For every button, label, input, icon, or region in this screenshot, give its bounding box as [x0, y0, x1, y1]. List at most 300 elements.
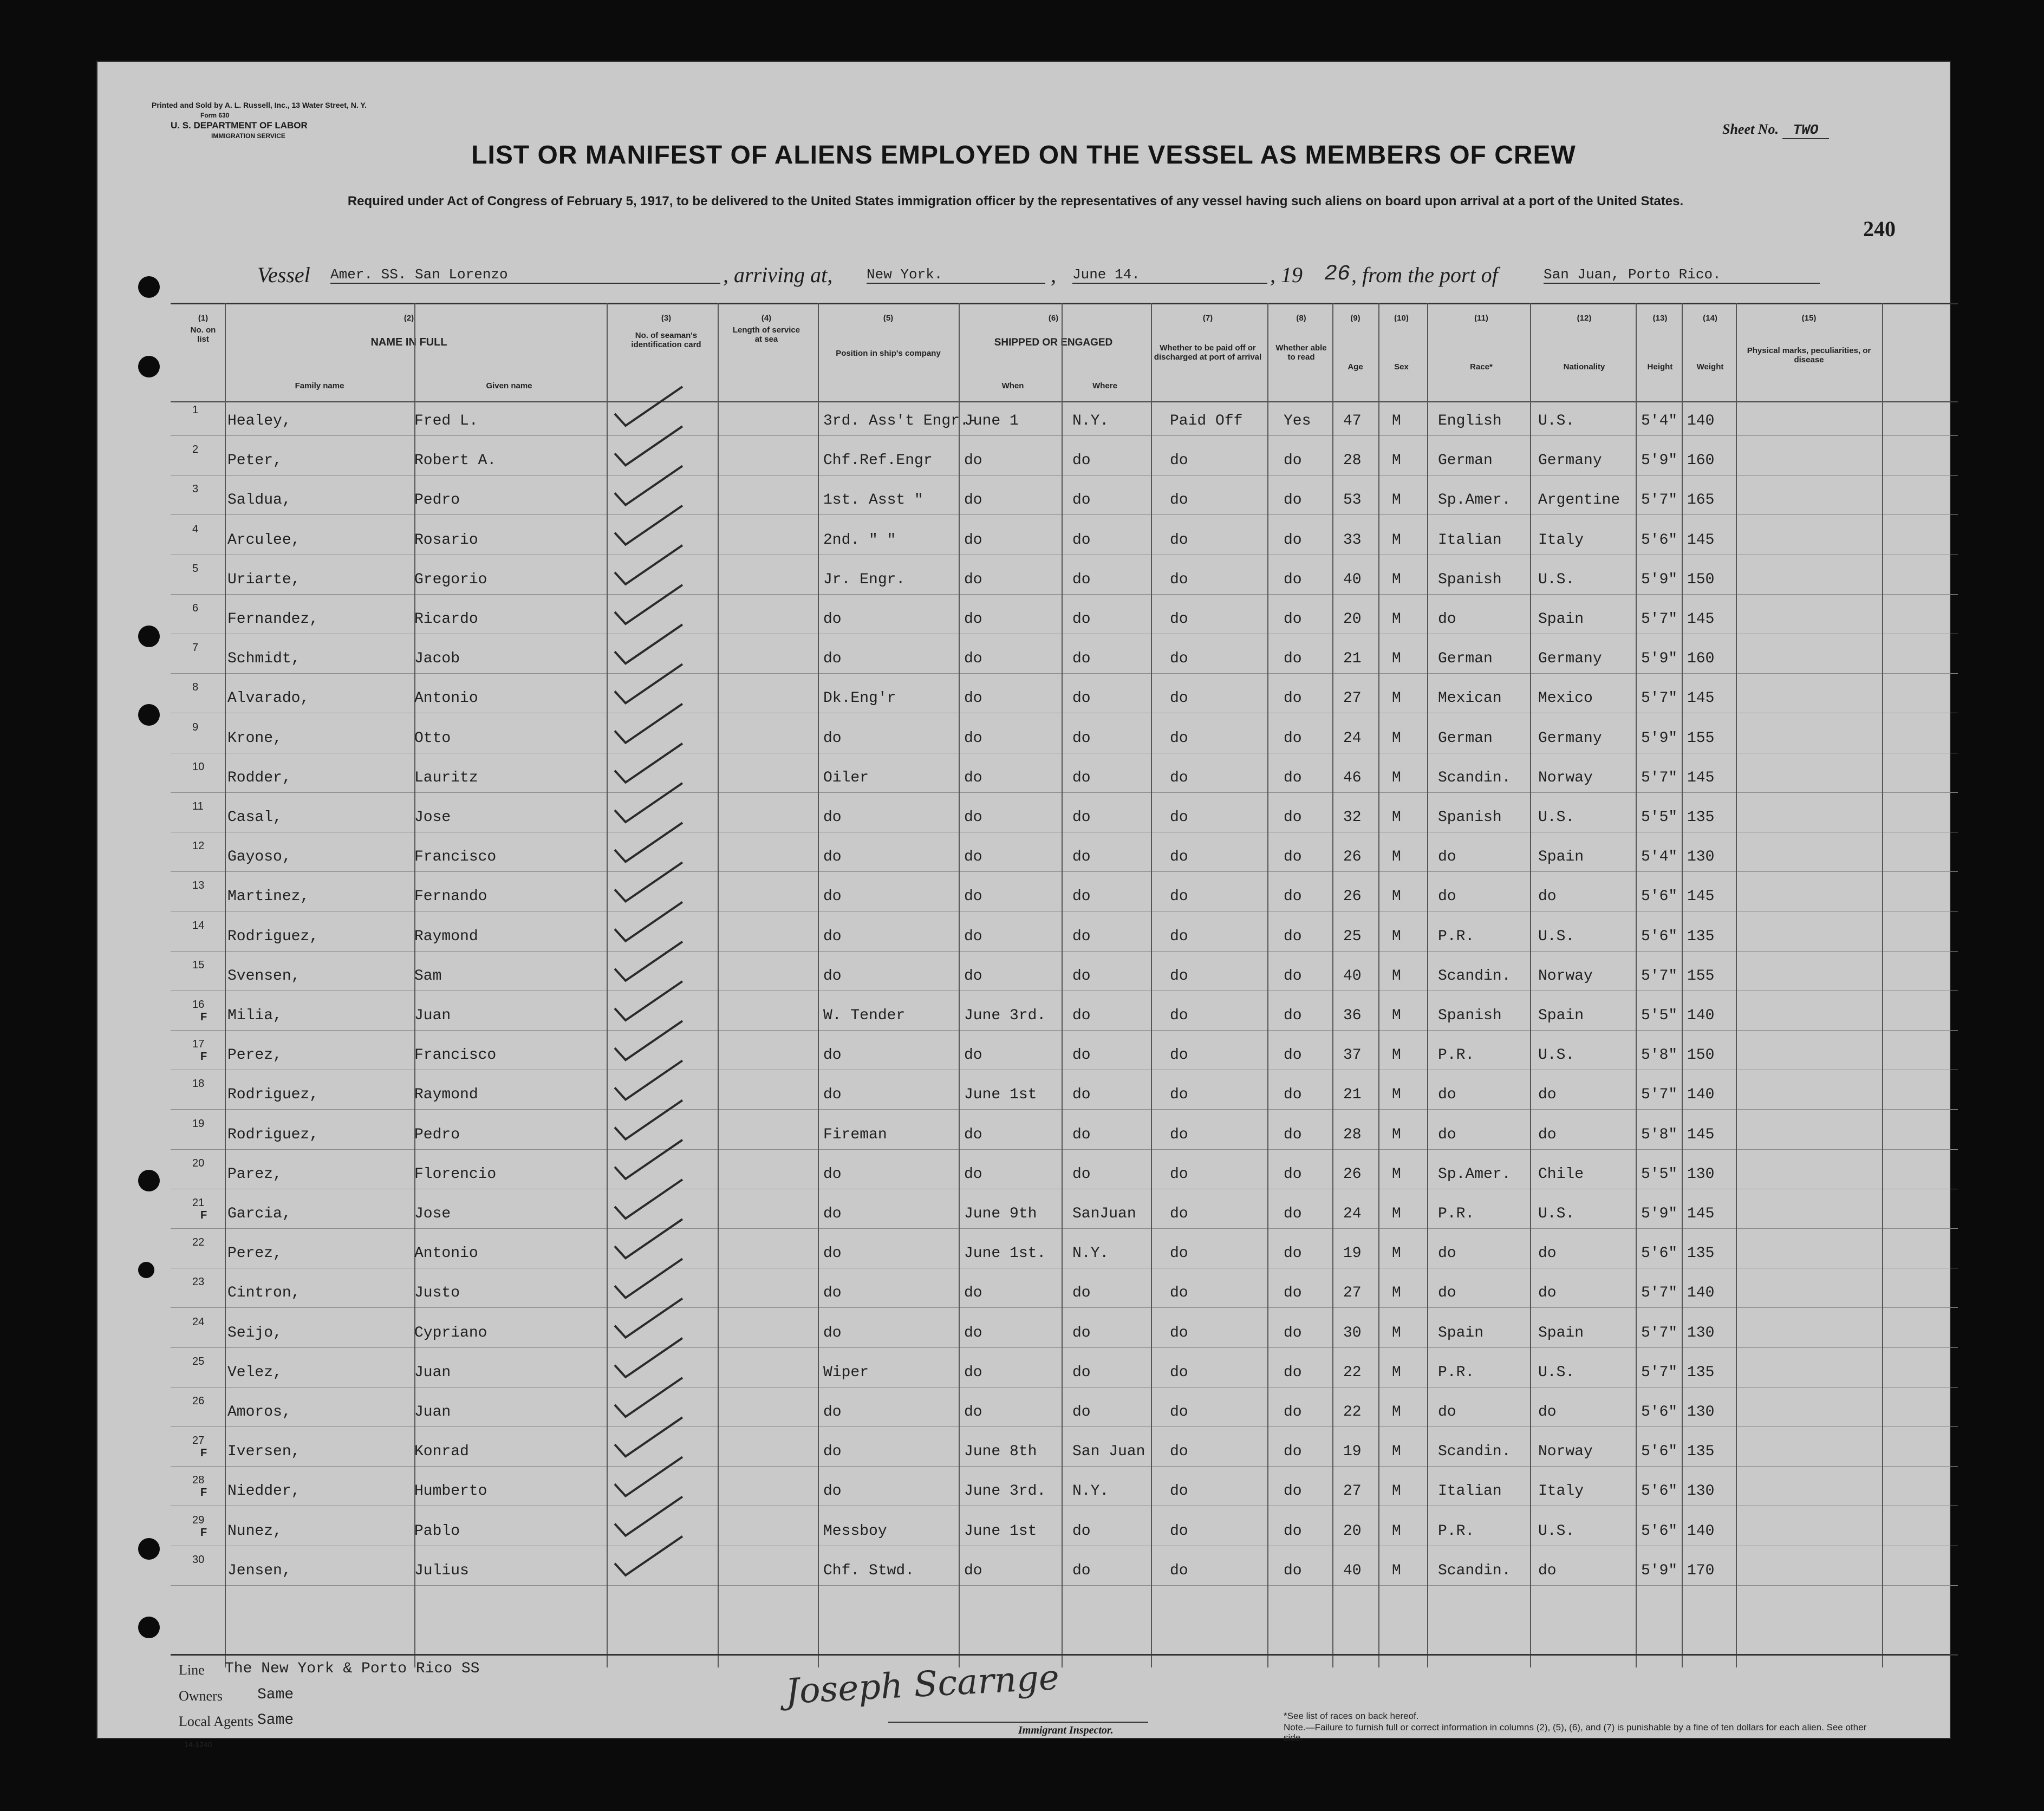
- when-cell: do: [964, 1165, 982, 1183]
- row-number: 30: [192, 1553, 205, 1566]
- from-port: San Juan, Porto Rico.: [1544, 266, 1820, 284]
- race-cell: English: [1438, 413, 1502, 429]
- colnum-14: (14): [1703, 314, 1717, 323]
- age-cell: 22: [1343, 1404, 1362, 1421]
- family-name-cell: Alvarado,: [227, 690, 310, 707]
- race-cell: Scandin.: [1438, 1562, 1511, 1579]
- able-to-read-cell: do: [1284, 452, 1302, 470]
- position-cell: W. Tender: [823, 1007, 906, 1024]
- when-cell: do: [964, 611, 982, 628]
- age-cell: 22: [1343, 1364, 1362, 1381]
- where-cell: do: [1072, 690, 1091, 707]
- age-cell: 36: [1343, 1007, 1362, 1024]
- paid-off-cell: do: [1170, 967, 1188, 985]
- given-name-cell: Raymond: [414, 1086, 478, 1104]
- nationality-cell: U.S.: [1538, 1206, 1575, 1222]
- position-cell: Jr. Engr.: [823, 571, 906, 588]
- family-name-cell: Krone,: [227, 729, 282, 747]
- form-title: LIST OR MANIFEST OF ALIENS EMPLOYED ON THE VESSEL AS MEMBERS OF CREW: [471, 141, 1576, 170]
- race-cell: do: [1438, 1404, 1456, 1421]
- col-where: Where: [1092, 381, 1117, 390]
- owners-label: Owners: [179, 1688, 223, 1704]
- colnum-5: (5): [883, 314, 894, 323]
- position-cell: do: [823, 1206, 842, 1222]
- race-cell: P.R.: [1438, 928, 1475, 945]
- col-race: Race*: [1470, 362, 1493, 372]
- position-cell: Dk.Eng'r: [823, 690, 896, 707]
- age-cell: 40: [1343, 967, 1362, 985]
- able-to-read-cell: do: [1284, 1206, 1302, 1222]
- col-weight: Weight: [1696, 362, 1724, 372]
- nationality-cell: do: [1538, 1126, 1557, 1143]
- family-name-cell: Velez,: [227, 1364, 282, 1381]
- race-cell: Italian: [1438, 531, 1502, 549]
- where-cell: do: [1072, 769, 1091, 786]
- checkmark: [615, 744, 682, 783]
- weight-cell: 130: [1687, 1404, 1715, 1421]
- position-cell: Wiper: [823, 1364, 869, 1381]
- where-cell: do: [1072, 571, 1091, 588]
- age-cell: 26: [1343, 849, 1362, 866]
- race-cell: do: [1438, 849, 1456, 866]
- signature-line: [888, 1722, 1148, 1723]
- position-cell: do: [823, 650, 842, 668]
- where-cell: do: [1072, 452, 1091, 470]
- height-cell: 5'6": [1641, 1522, 1678, 1540]
- height-cell: 5'6": [1641, 1483, 1678, 1500]
- row-number: 21: [192, 1197, 205, 1209]
- paid-off-cell: do: [1170, 1562, 1188, 1579]
- arriving-port: New York.: [867, 266, 1045, 284]
- race-cell: Spanish: [1438, 1007, 1502, 1024]
- nationality-cell: Spain: [1538, 849, 1584, 866]
- row-number: 29: [192, 1514, 205, 1526]
- family-name-cell: Peter,: [227, 452, 282, 470]
- sex-cell: M: [1392, 1245, 1401, 1262]
- checkmark: [615, 664, 682, 703]
- row-number: 6: [192, 602, 199, 614]
- row-number: 13: [192, 880, 205, 892]
- row-number: 1: [192, 404, 199, 416]
- row-f-mark: F: [200, 1209, 207, 1221]
- family-name-cell: Amoros,: [227, 1404, 291, 1421]
- age-cell: 53: [1343, 492, 1362, 509]
- checkmark: [615, 624, 682, 663]
- position-cell: do: [823, 888, 842, 905]
- given-name-cell: Jose: [414, 1206, 451, 1222]
- weight-cell: 170: [1687, 1562, 1715, 1579]
- family-name-cell: Milia,: [227, 1007, 282, 1024]
- position-cell: Chf. Stwd.: [823, 1562, 915, 1579]
- position-cell: do: [823, 1285, 842, 1302]
- sex-cell: M: [1392, 888, 1401, 905]
- where-cell: do: [1072, 888, 1091, 905]
- paid-off-cell: do: [1170, 888, 1188, 905]
- paid-off-cell: do: [1170, 1285, 1188, 1302]
- paid-off-cell: do: [1170, 1443, 1188, 1461]
- race-cell: P.R.: [1438, 1047, 1475, 1064]
- nationality-cell: do: [1538, 1285, 1557, 1302]
- race-cell: Sp.Amer.: [1438, 492, 1511, 509]
- age-cell: 24: [1343, 1206, 1362, 1222]
- checkmark: [615, 466, 682, 505]
- when-cell: June 1st.: [964, 1245, 1046, 1262]
- checkmark: [615, 1180, 682, 1219]
- able-to-read-cell: do: [1284, 729, 1302, 747]
- checkmark: [615, 823, 682, 862]
- row-f-mark: F: [200, 1526, 207, 1539]
- given-name-cell: Fred L.: [414, 413, 478, 429]
- position-cell: do: [823, 729, 842, 747]
- col-name: NAME IN FULL: [370, 336, 447, 348]
- given-name-cell: Pedro: [414, 1126, 460, 1143]
- family-name-cell: Iversen,: [227, 1443, 301, 1461]
- height-cell: 5'5": [1641, 1007, 1678, 1024]
- when-cell: June 3rd.: [964, 1483, 1046, 1500]
- height-cell: 5'9": [1641, 1562, 1678, 1579]
- height-cell: 5'7": [1641, 769, 1678, 786]
- sex-cell: M: [1392, 492, 1401, 509]
- weight-cell: 145: [1687, 1206, 1715, 1222]
- able-to-read-cell: do: [1284, 1324, 1302, 1341]
- height-cell: 5'5": [1641, 1165, 1678, 1183]
- position-cell: do: [823, 1443, 842, 1461]
- checkmark: [615, 1338, 682, 1377]
- nationality-cell: Spain: [1538, 611, 1584, 628]
- sex-cell: M: [1392, 1047, 1401, 1064]
- able-to-read-cell: do: [1284, 611, 1302, 628]
- when-cell: do: [964, 928, 982, 945]
- age-cell: 19: [1343, 1443, 1362, 1461]
- able-to-read-cell: do: [1284, 1007, 1302, 1024]
- age-cell: 27: [1343, 690, 1362, 707]
- colnum-15: (15): [1801, 314, 1817, 323]
- nationality-cell: do: [1538, 1562, 1557, 1579]
- nationality-cell: Spain: [1538, 1324, 1584, 1341]
- where-cell: do: [1072, 809, 1091, 826]
- weight-cell: 135: [1687, 1364, 1715, 1381]
- where-cell: do: [1072, 1165, 1091, 1183]
- height-cell: 5'6": [1641, 531, 1678, 549]
- nationality-cell: U.S.: [1538, 1364, 1575, 1381]
- family-name-cell: Perez,: [227, 1047, 282, 1064]
- able-to-read-cell: do: [1284, 928, 1302, 945]
- col-shipped: SHIPPED OR ENGAGED: [994, 337, 1113, 348]
- when-cell: do: [964, 1285, 982, 1302]
- when-cell: do: [964, 729, 982, 747]
- colnum-6: (6): [1048, 314, 1059, 323]
- sex-cell: M: [1392, 1443, 1401, 1461]
- row-number: 10: [192, 760, 205, 773]
- age-cell: 33: [1343, 531, 1362, 549]
- sex-cell: M: [1392, 1404, 1401, 1421]
- position-cell: do: [823, 1047, 842, 1064]
- row-number: 5: [192, 562, 199, 575]
- paid-off-cell: do: [1170, 571, 1188, 588]
- race-cell: Spanish: [1438, 571, 1502, 588]
- sex-cell: M: [1392, 928, 1401, 945]
- height-cell: 5'4": [1641, 413, 1678, 429]
- when-cell: June 8th: [964, 1443, 1037, 1461]
- given-name-cell: Lauritz: [414, 769, 478, 786]
- where-cell: do: [1072, 1285, 1091, 1302]
- when-cell: do: [964, 650, 982, 668]
- race-cell: do: [1438, 1245, 1456, 1262]
- checkmark: [615, 1457, 682, 1496]
- age-cell: 27: [1343, 1483, 1362, 1500]
- family-name-cell: Rodriguez,: [227, 1126, 319, 1143]
- row-number: 16: [192, 999, 205, 1011]
- age-cell: 28: [1343, 1126, 1362, 1143]
- paid-off-cell: do: [1170, 611, 1188, 628]
- height-cell: 5'5": [1641, 809, 1678, 826]
- nationality-cell: U.S.: [1538, 928, 1575, 945]
- colnum-2: (2): [403, 314, 414, 323]
- agents-value: Same: [257, 1712, 294, 1729]
- height-cell: 5'7": [1641, 1285, 1678, 1302]
- checkmark: [615, 387, 682, 426]
- family-name-cell: Jensen,: [227, 1562, 291, 1579]
- position-cell: Messboy: [823, 1522, 887, 1540]
- colnum-13: (13): [1652, 314, 1668, 323]
- race-cell: German: [1438, 452, 1493, 470]
- nationality-cell: Norway: [1538, 1443, 1593, 1461]
- paid-off-cell: do: [1170, 809, 1188, 826]
- weight-cell: 160: [1687, 452, 1715, 470]
- sex-cell: M: [1392, 452, 1401, 470]
- able-to-read-cell: do: [1284, 1364, 1302, 1381]
- when-cell: do: [964, 531, 982, 549]
- height-cell: 5'7": [1641, 967, 1678, 985]
- age-cell: 20: [1343, 611, 1362, 628]
- paid-off-cell: do: [1170, 1165, 1188, 1183]
- when-cell: do: [964, 1364, 982, 1381]
- height-cell: 5'8": [1641, 1126, 1678, 1143]
- weight-cell: 145: [1687, 1126, 1715, 1143]
- age-cell: 27: [1343, 1285, 1362, 1302]
- race-cell: Spanish: [1438, 809, 1502, 826]
- col-position: Position in ship's company: [836, 349, 941, 358]
- row-number: 3: [192, 483, 199, 496]
- race-cell: German: [1438, 650, 1493, 668]
- age-cell: 25: [1343, 928, 1362, 945]
- checkmark: [615, 783, 682, 822]
- nationality-cell: do: [1538, 1086, 1557, 1104]
- weight-cell: 130: [1687, 1324, 1715, 1341]
- family-name-cell: Perez,: [227, 1245, 282, 1262]
- form-subtitle: Required under Act of Congress of February 5, 1917, to be delivered to the United States immigration officer by the representatives of any vessel having such aliens on board upon arrival at a port of the United States.: [347, 194, 1684, 209]
- nationality-cell: Argentine: [1538, 492, 1620, 509]
- row-number: 22: [192, 1236, 205, 1249]
- age-cell: 21: [1343, 1086, 1362, 1104]
- where-cell: do: [1072, 1522, 1091, 1540]
- paid-off-cell: do: [1170, 1404, 1188, 1421]
- nationality-cell: U.S.: [1538, 809, 1575, 826]
- vessel-label: Vessel: [257, 263, 310, 287]
- height-cell: 5'9": [1641, 1206, 1678, 1222]
- checkmark-annotations: [97, 62, 1950, 1738]
- family-name-cell: Gayoso,: [227, 849, 291, 866]
- row-number: 19: [192, 1117, 205, 1130]
- given-name-cell: Francisco: [414, 1047, 497, 1064]
- weight-cell: 150: [1687, 1047, 1715, 1064]
- race-cell: do: [1438, 888, 1456, 905]
- row-number: 2: [192, 444, 199, 456]
- col-when: When: [1001, 381, 1024, 390]
- row-number: 8: [192, 681, 199, 694]
- race-cell: Scandin.: [1438, 769, 1511, 786]
- race-cell: P.R.: [1438, 1206, 1475, 1222]
- col-sex: Sex: [1394, 362, 1409, 372]
- paid-off-cell: do: [1170, 1086, 1188, 1104]
- col-family: Family name: [295, 381, 344, 390]
- checkmark: [615, 1299, 682, 1338]
- col-height: Height: [1647, 362, 1673, 372]
- race-cell: Sp.Amer.: [1438, 1165, 1511, 1183]
- age-cell: 20: [1343, 1522, 1362, 1540]
- family-name-cell: Saldua,: [227, 492, 291, 509]
- when-cell: June 1st: [964, 1522, 1037, 1540]
- height-cell: 5'6": [1641, 928, 1678, 945]
- punch-hole: [138, 1617, 160, 1638]
- able-to-read-cell: do: [1284, 1404, 1302, 1421]
- weight-cell: 140: [1687, 1007, 1715, 1024]
- position-cell: 2nd. " ": [823, 531, 896, 549]
- family-name-cell: Cintron,: [227, 1285, 301, 1302]
- arriving-label: , arriving at,: [723, 263, 833, 287]
- able-to-read-cell: do: [1284, 690, 1302, 707]
- colnum-9: (9): [1350, 314, 1361, 323]
- weight-cell: 155: [1687, 967, 1715, 985]
- sex-cell: M: [1392, 650, 1401, 668]
- age-cell: 26: [1343, 888, 1362, 905]
- paid-off-cell: do: [1170, 1007, 1188, 1024]
- weight-cell: 145: [1687, 690, 1715, 707]
- nationality-cell: Mexico: [1538, 690, 1593, 707]
- sex-cell: M: [1392, 1324, 1401, 1341]
- paid-off-cell: do: [1170, 452, 1188, 470]
- row-number: 28: [192, 1474, 205, 1487]
- family-name-cell: Fernandez,: [227, 611, 319, 628]
- row-number: 14: [192, 919, 205, 931]
- paid-off-cell: do: [1170, 769, 1188, 786]
- row-f-mark: F: [200, 1487, 207, 1499]
- punch-hole: [138, 276, 160, 298]
- able-to-read-cell: do: [1284, 1086, 1302, 1104]
- punch-hole: [138, 626, 160, 647]
- able-to-read-cell: do: [1284, 571, 1302, 588]
- checkmark: [615, 1378, 682, 1417]
- height-cell: 5'7": [1641, 690, 1678, 707]
- when-cell: do: [964, 967, 982, 985]
- from-port-label: , from the port of: [1351, 263, 1498, 287]
- paid-off-cell: do: [1170, 1047, 1188, 1064]
- where-cell: do: [1072, 1324, 1091, 1341]
- race-cell: Scandin.: [1438, 1443, 1511, 1461]
- age-cell: 40: [1343, 571, 1362, 588]
- given-name-cell: Pedro: [414, 492, 460, 509]
- checkmark: [615, 1536, 682, 1575]
- age-cell: 40: [1343, 1562, 1362, 1579]
- nationality-cell: do: [1538, 1245, 1557, 1262]
- able-to-read-cell: do: [1284, 769, 1302, 786]
- age-cell: 21: [1343, 650, 1362, 668]
- sex-cell: M: [1392, 1086, 1401, 1104]
- race-cell: Mexican: [1438, 690, 1502, 707]
- race-cell: do: [1438, 1285, 1456, 1302]
- height-cell: 5'4": [1641, 849, 1678, 866]
- family-name-cell: Healey,: [227, 413, 291, 429]
- form-number: Form 630: [200, 112, 230, 119]
- paid-off-cell: do: [1170, 531, 1188, 549]
- nationality-cell: Germany: [1538, 452, 1602, 470]
- able-to-read-cell: do: [1284, 1522, 1302, 1540]
- race-cell: P.R.: [1438, 1522, 1475, 1540]
- service-name: IMMIGRATION SERVICE: [211, 132, 285, 140]
- colnum-1: (1): [198, 314, 209, 323]
- able-to-read-cell: do: [1284, 1047, 1302, 1064]
- sex-cell: M: [1392, 1562, 1401, 1579]
- weight-cell: 155: [1687, 729, 1715, 747]
- where-cell: do: [1072, 531, 1091, 549]
- family-name-cell: Rodriguez,: [227, 1086, 319, 1104]
- race-cell: German: [1438, 729, 1493, 747]
- inspector-label: Immigrant Inspector.: [1018, 1724, 1114, 1736]
- when-cell: June 3rd.: [964, 1007, 1046, 1024]
- weight-cell: 140: [1687, 1086, 1715, 1104]
- when-cell: do: [964, 492, 982, 509]
- able-to-read-cell: do: [1284, 1165, 1302, 1183]
- sex-cell: M: [1392, 1483, 1401, 1500]
- checkmark: [615, 704, 682, 743]
- checkmark: [615, 862, 682, 901]
- checkmark: [615, 1219, 682, 1258]
- height-cell: 5'7": [1641, 1324, 1678, 1341]
- row-number: 7: [192, 642, 199, 654]
- nationality-cell: U.S.: [1538, 1522, 1575, 1540]
- where-cell: San Juan: [1072, 1443, 1145, 1461]
- height-cell: 5'6": [1641, 888, 1678, 905]
- nationality-cell: Italy: [1538, 531, 1584, 549]
- weight-cell: 165: [1687, 492, 1715, 509]
- able-to-read-cell: do: [1284, 888, 1302, 905]
- weight-cell: 160: [1687, 650, 1715, 668]
- row-number: 18: [192, 1078, 205, 1090]
- checkmark: [615, 1259, 682, 1298]
- arrival-date: June 14.: [1072, 266, 1267, 284]
- position-cell: do: [823, 809, 842, 826]
- col-no: No. on list: [190, 325, 216, 344]
- punch-hole: [138, 704, 160, 726]
- position-cell: do: [823, 1404, 842, 1421]
- able-to-read-cell: Yes: [1284, 413, 1311, 429]
- checkmark: [615, 981, 682, 1020]
- paid-off-cell: do: [1170, 690, 1188, 707]
- agents-label: Local Agents: [179, 1714, 253, 1729]
- year-value: 26: [1324, 262, 1351, 286]
- sheet-no-label: Sheet No.: [1722, 121, 1779, 137]
- row-number: 9: [192, 721, 199, 733]
- when-cell: do: [964, 571, 982, 588]
- position-cell: Oiler: [823, 769, 869, 786]
- punch-hole: [138, 1262, 154, 1278]
- weight-cell: 135: [1687, 1443, 1715, 1461]
- sex-cell: M: [1392, 849, 1401, 866]
- weight-cell: 130: [1687, 1165, 1715, 1183]
- weight-cell: 145: [1687, 888, 1715, 905]
- family-name-cell: Martinez,: [227, 888, 310, 905]
- sex-cell: M: [1392, 690, 1401, 707]
